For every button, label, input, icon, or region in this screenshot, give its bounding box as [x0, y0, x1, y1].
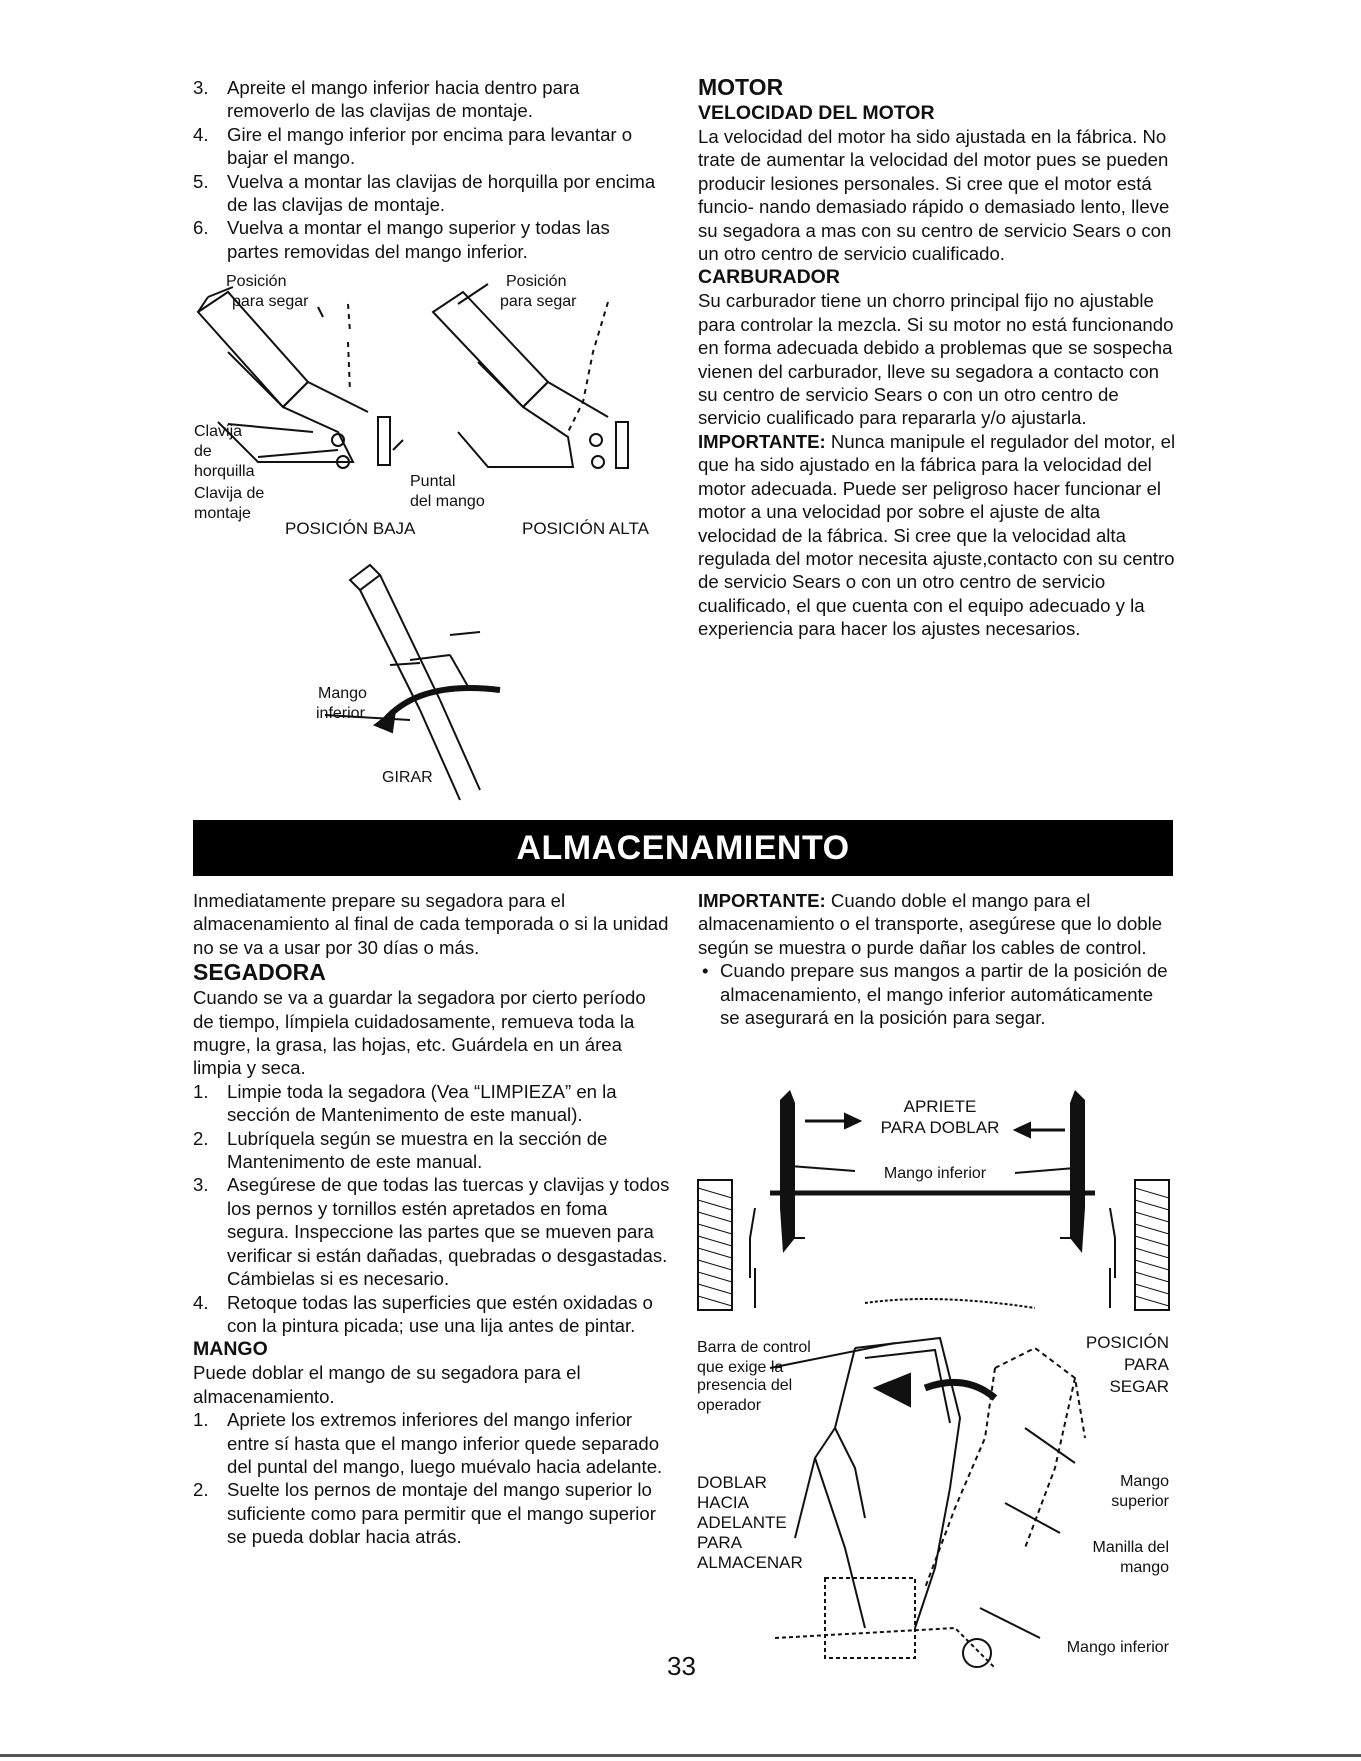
step-item: 1. Apriete los extremos inferiores del mango inferior entre sí hasta que el mango inferior quede separado del puntal del mango, luego muévalo hacia adelante. [193, 1409, 663, 1477]
control-bar-label: presencia del [697, 1377, 793, 1394]
step-item: 4. Gire el mango inferior por encima para levantar o bajar el mango. [193, 123, 633, 169]
position-label: Posición [226, 273, 287, 290]
fold-forward-label: ADELANTE [697, 1513, 787, 1532]
high-position-caption: POSICIÓN ALTA [522, 519, 649, 538]
rotate-handle-figure [310, 560, 570, 810]
upper-handle-label: Mango [1120, 1473, 1169, 1490]
mounting-pin-label: Clavija de [194, 485, 265, 502]
fold-forward-label: PARA [697, 1533, 743, 1552]
fold-forward-label: ALMACENAR [697, 1553, 803, 1572]
mowing-position-label: POSICIÓN [1085, 1333, 1169, 1352]
motor-title: MOTOR [698, 74, 784, 100]
hairpin-pin-label: de [194, 443, 212, 460]
important-label: IMPORTANTE: [698, 890, 826, 911]
lower-handle-label: Mango [318, 685, 367, 702]
bullet-item: • Cuando prepare sus mangos a partir de la posición de almacenamiento, el mango inferior automáticamente se asegurará en la posición para segar. [702, 960, 1168, 1029]
control-bar-label: Barra de control [697, 1339, 811, 1356]
important-note: IMPORTANTE: Nunca manipule el regulador del motor, el que ha sido ajustado en la fábrica para la velocidad del motor adecuada. Puede ser peligroso hacer funcionar el motor a una velocidad por sobre el ajuste de alta velocidad de la fábrica. Si cree que la velocidad alta regulada del motor necesita ajuste,contacto con su centro de servicio Sears o con un otro centro de servicio cualificado, el que cuenta con el equipo adecuado y la experiencia para hacer los ajustes necesarios. [698, 430, 1176, 640]
handle-knob-label: mango [1120, 1559, 1169, 1576]
rotate-label: GIRAR [382, 769, 433, 786]
lower-handle-label: inferior [316, 705, 365, 722]
step-item: 4. Retoque todas las superficies que estén oxidadas o con la pintura picada; use una lija antes de pintar. [193, 1291, 653, 1336]
handle-position-figure [188, 272, 668, 542]
page-number: 33 [667, 1651, 696, 1681]
mounting-pin-label: montaje [194, 505, 251, 522]
mowing-position-label: SEGAR [1109, 1377, 1169, 1396]
squeeze-label: APRIETE [903, 1097, 977, 1116]
step-item: 2. Lubríquela según se muestra en la sección de Mantenimento de este manual. [193, 1127, 608, 1173]
motor-section [698, 74, 1178, 641]
low-position-caption: POSICIÓN BAJA [285, 519, 416, 538]
bullet-list [698, 959, 1176, 1029]
hairpin-pin-label: Clavija [194, 423, 243, 440]
handle-steps [193, 1408, 671, 1548]
engine-speed-heading: VELOCIDAD DEL MOTOR [698, 102, 935, 124]
fold-forward-label: HACIA [697, 1493, 749, 1512]
mower-heading: SEGADORA [193, 959, 326, 986]
lower-handle-label: Mango inferior [883, 1165, 987, 1182]
step-item: 1. Limpie toda la segadora (Vea “LIMPIEZA” en la sección de Mantenimento de este manual). [193, 1080, 617, 1126]
carburetor-heading: CARBURADOR [698, 266, 840, 289]
important-note: IMPORTANTE: Cuando doble el mango para el almacenamiento o el transporte, asegúrese que lo doble según se muestra o purde dañar los cables de control. [698, 890, 1163, 958]
position-label: Posición [506, 273, 567, 290]
step-item: 3. Apreite el mango inferior hacia dentro para removerlo de las clavijas de montaje. [193, 77, 580, 122]
squeeze-label: PARA DOBLAR [880, 1118, 1000, 1137]
mower-steps [193, 1080, 671, 1337]
carburetor-text: Su carburador tiene un chorro principal fijo no ajustable para controlar la mezcla. Si su motor no está funcionando en forma adecuada debido a problemas que se sospecha vienen del carburador, lleve su segadora a contacto con su centro de servicio Sears o con un otro centro de servicio cualificado para repararla y/o ajustarla. [698, 290, 1174, 429]
bottom-rule [0, 1754, 1361, 1757]
handle-text: Puede doblar el mango de su segadora para el almacenamiento. [193, 1362, 581, 1407]
handle-bracket-label: del mango [410, 493, 485, 510]
mowing-position-label: PARA [1123, 1355, 1169, 1374]
hairpin-pin-label: horquilla [194, 463, 255, 480]
handle-knob-label: Manilla del [1092, 1539, 1169, 1556]
step-item: 2. Suelte los pernos de montaje del mango superior lo suficiente como para permitir que el mango superior se pueda doblar hacia atrás. [193, 1479, 656, 1548]
storage-left-column [193, 889, 671, 1549]
position-label: para segar [500, 293, 577, 310]
fold-handle-figure [695, 1328, 1175, 1668]
handle-bracket-label: Puntal [410, 473, 456, 490]
squeeze-handle-figure [695, 1088, 1175, 1328]
step-item: 5. Vuelva a montar las clavijas de horquilla por encima de las clavijas de montaje. [193, 170, 656, 216]
handle-heading: MANGO [193, 1338, 268, 1361]
handle-adjust-steps [193, 76, 663, 263]
engine-speed-text: La velocidad del motor ha sido ajustada en la fábrica. No trate de aumentar la velocidad del motor pues se pueden producir lesiones personales. Si cree que el motor está funcio- nando demasiado rápido o demasiado lento, lleve su segadora a mas con su centro de servicio Sears o con un otro centro de servicio cualificado. [698, 126, 1172, 265]
step-item: 6. Vuelva a montar el mango superior y todas las partes removidas del mango inferior. [193, 217, 610, 262]
step-item: 3. Asegúrese de que todas las tuercas y clavijas y todos los pernos y tornillos estén apretados en foma segura. Inspeccione las partes que se mueven para verificar si están dañadas, quebradas o desgastadas. Cámbielas si es necesario. [193, 1174, 670, 1290]
important-label: IMPORTANTE: [698, 430, 826, 452]
lower-handle-label: Mango inferior [1066, 1639, 1169, 1656]
control-bar-label: operador [697, 1397, 762, 1414]
storage-right-column [698, 889, 1176, 1029]
mower-text: Cuando se va a guardar la segadora por cierto período de tiempo, límpiela cuidadosamente, remueva toda la mugre, la grasa, las hojas, etc. Guárdela en un área limpia y seca. [193, 987, 646, 1079]
fold-forward-label: DOBLAR [697, 1473, 767, 1492]
control-bar-label: que exige la [697, 1359, 784, 1376]
storage-intro: Inmediatamente prepare su segadora para el almacenamiento al final de cada temporada o si la unidad no se va a usar por 30 días o más. [193, 890, 669, 958]
position-label: para segar [232, 293, 309, 310]
upper-handle-label: superior [1111, 1493, 1169, 1510]
storage-banner: ALMACENAMIENTO [193, 820, 1173, 876]
